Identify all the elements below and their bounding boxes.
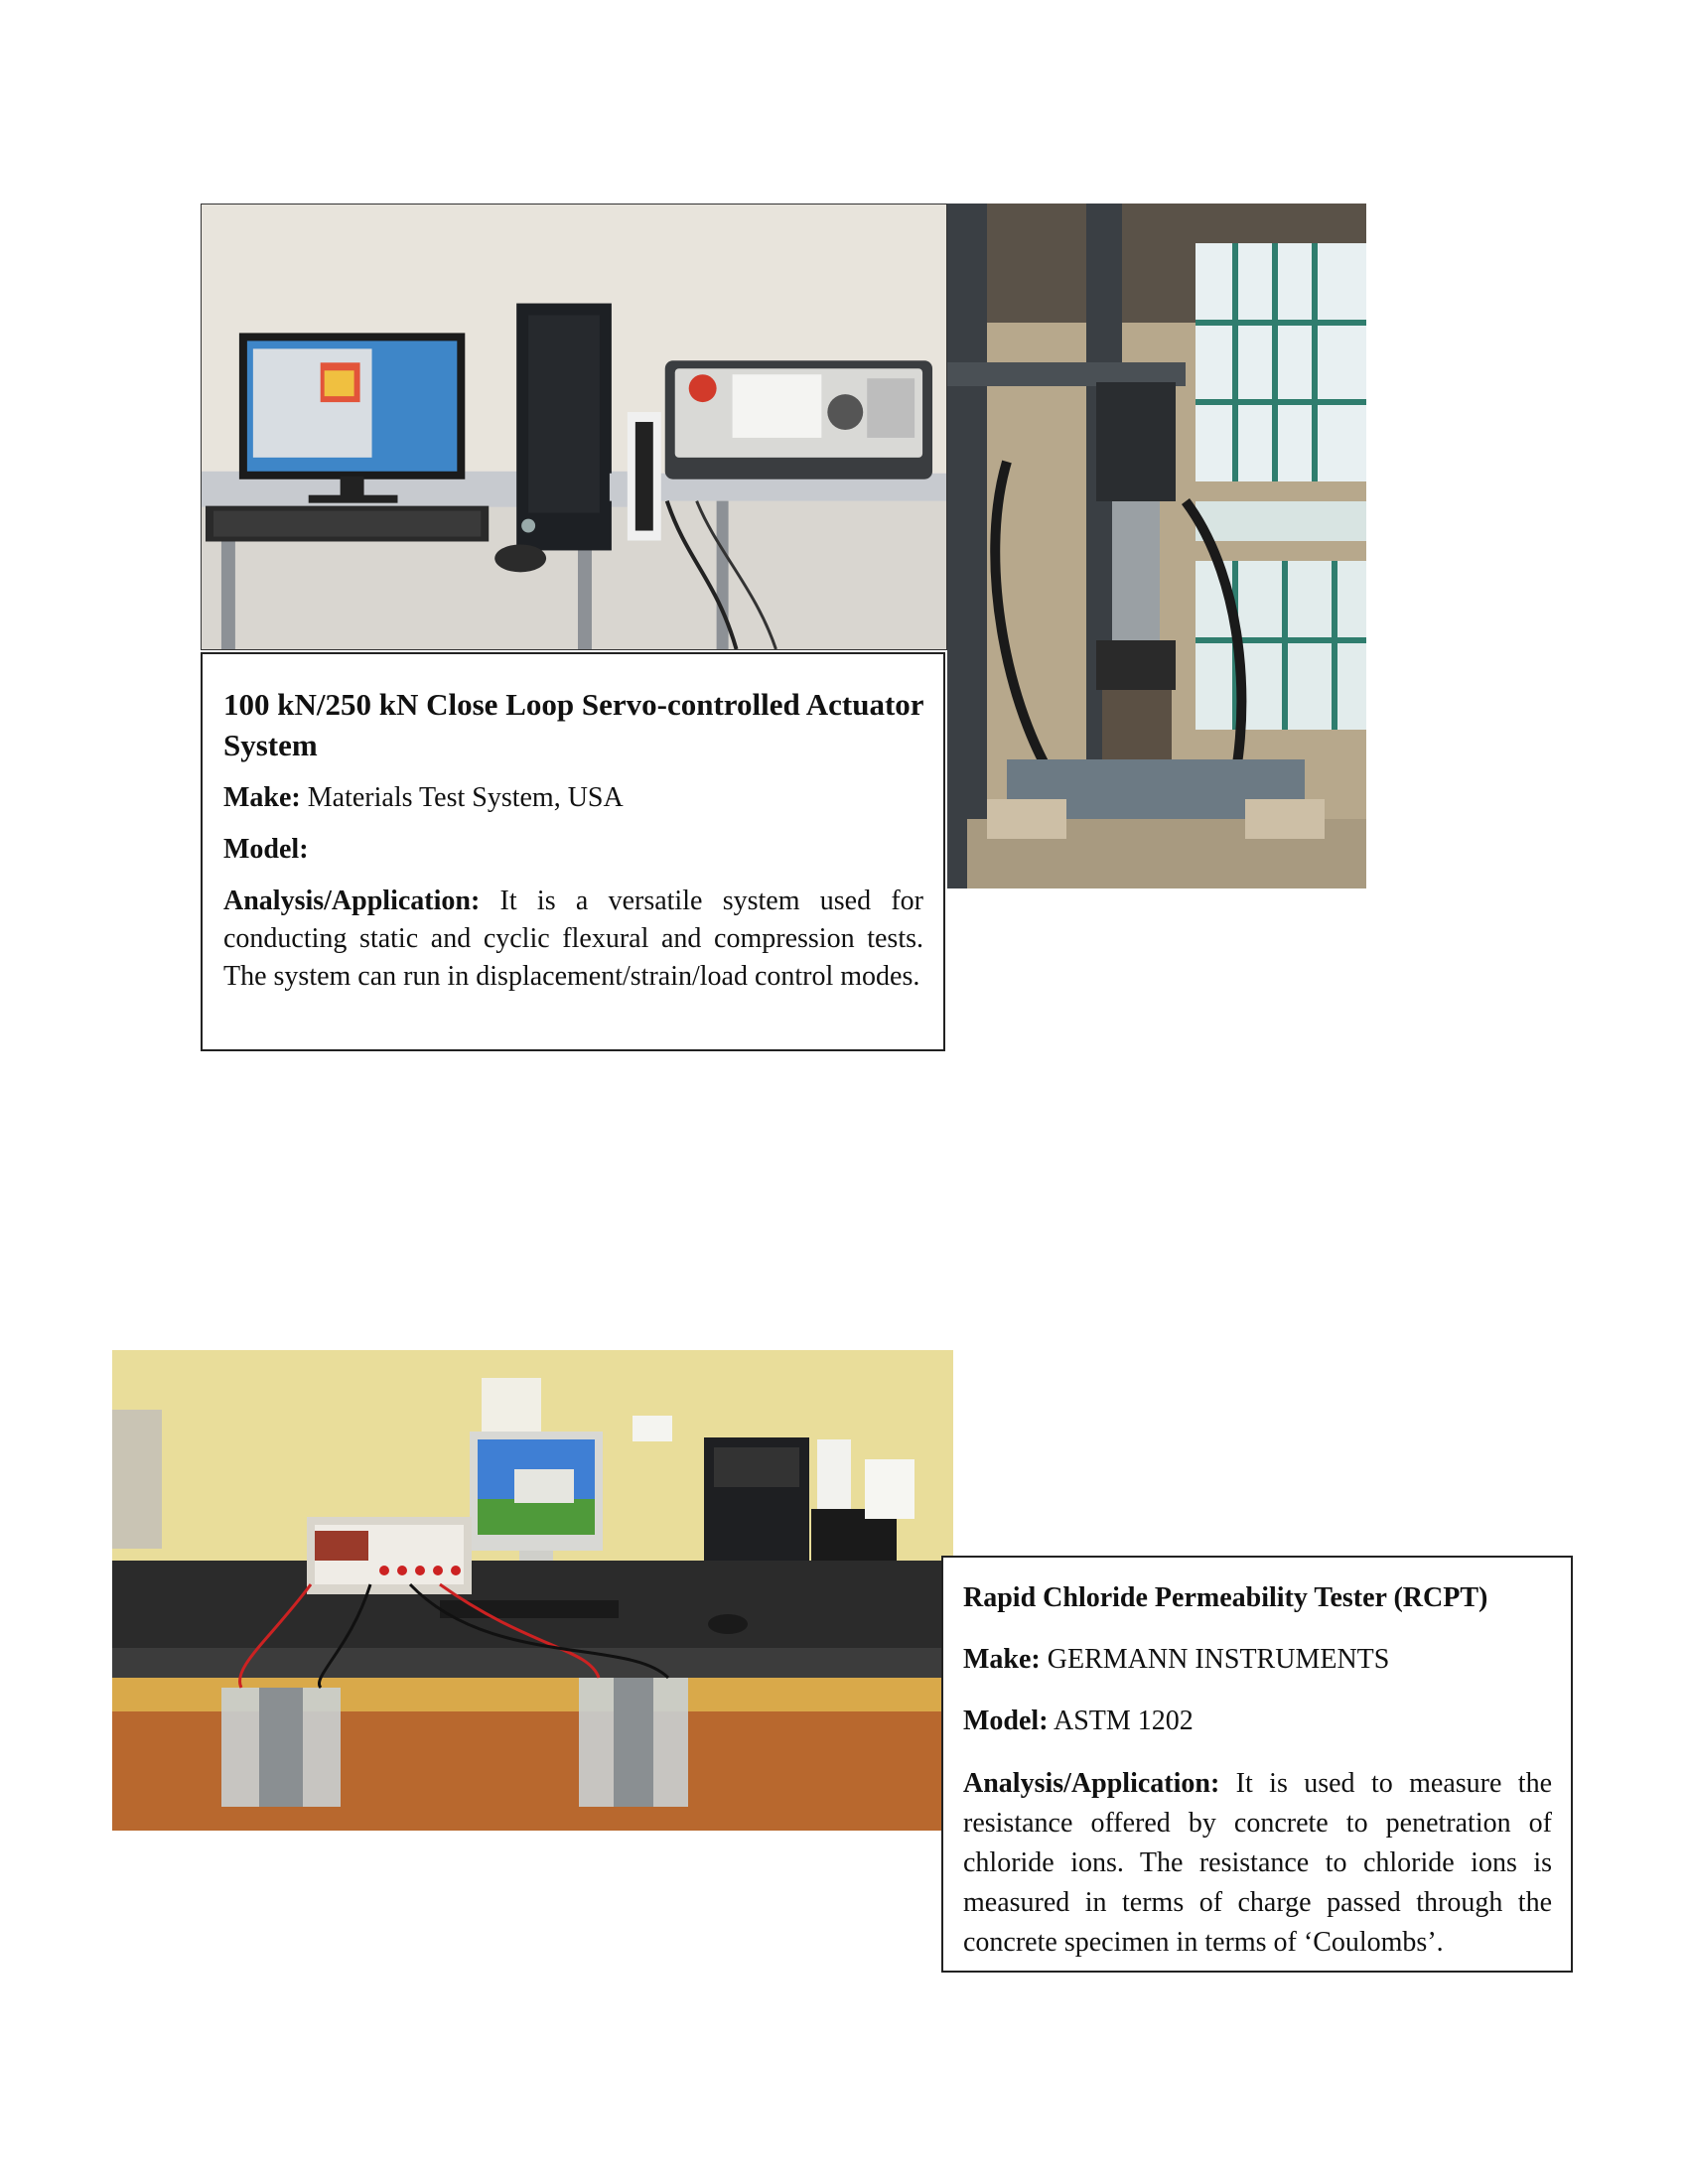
make-label: Make: bbox=[963, 1644, 1041, 1675]
model-label: Model: bbox=[963, 1706, 1049, 1736]
make-value: GERMANN INSTRUMENTS bbox=[1040, 1644, 1390, 1675]
application-text: It is a versatile system used for conducting static and cyclic flexural and compression tests. The system can run in displacement/strain/load control modes. bbox=[223, 886, 923, 992]
photo-mts-loading-frame bbox=[947, 204, 1366, 888]
make-row bbox=[963, 1641, 1552, 1679]
photo-mts-control-station bbox=[201, 204, 947, 650]
make-label: Make: bbox=[223, 782, 301, 813]
model-value: ASTM 1202 bbox=[1048, 1706, 1194, 1736]
model-row bbox=[223, 831, 923, 869]
equipment-caption-rcpt bbox=[941, 1556, 1573, 1973]
application-row bbox=[963, 1764, 1552, 1963]
application-row bbox=[223, 883, 923, 996]
equipment-caption-mts bbox=[201, 652, 945, 1051]
application-text: It is used to measure the resistance offered by concrete to penetration of chloride ions. The resistance to chloride ions is measured in terms of charge passed through the concrete specimen in terms of ‘Coulombs’. bbox=[963, 1768, 1552, 1958]
equipment-title: 100 kN/250 kN Close Loop Servo-controlled Actuator System bbox=[223, 687, 923, 762]
model-row bbox=[963, 1703, 1552, 1740]
make-row bbox=[223, 779, 923, 817]
application-label: Analysis/Application: bbox=[223, 886, 481, 916]
application-label: Analysis/Application: bbox=[963, 1768, 1220, 1799]
make-value: Materials Test System, USA bbox=[300, 782, 624, 813]
model-label: Model: bbox=[223, 834, 309, 865]
photo-rcpt-setup bbox=[112, 1350, 953, 1831]
equipment-title: Rapid Chloride Permeability Tester (RCPT) bbox=[963, 1582, 1488, 1613]
